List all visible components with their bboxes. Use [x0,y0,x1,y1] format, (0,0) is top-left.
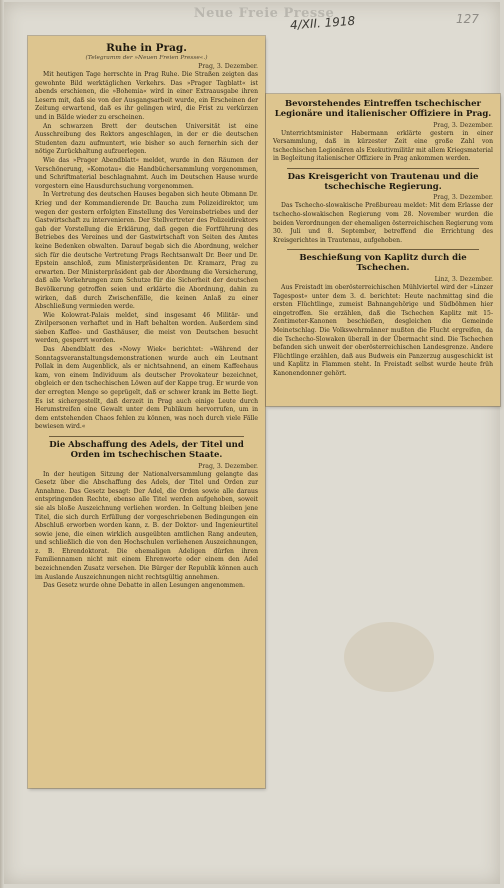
article-paragraph: In Vertretung des deutschen Hauses begaben sich heute Obmann Dr. Krieg und der Kommandierende Dr. Baucha zum Polizeidirektor, um wegen der gestern erfolgten Einstellung des Vereinsbetriebes und der Gastwirtschaft zu intervenieren. Der Stellvertreter des Polizeidirektors gab der Vorstellung die Erklärung, daß gegen die Fortführung des Betriebes des Vereines und der Gastwirtschaft von Seiten des Amtes keine Bedenken obwalten. Darauf begab sich die Abordnung, welcher sich für die deutsche Vertretung Prags Rechtsanwalt Dr. Beer und Dr. Epstein anschloß, zum Ministerpräsidenten Dr. Kramarz, Prag zu erwarten. Der Ministerpräsident gab der Abordnung die Versicherung, daß alle Vorkehrungen zum Schutze für die Sicherheit der deutschen Bevölkerung getroffen seien und erklärte die Abordnung, dahin zu wirken, daß durch Zwischenfälle, die keinen Anlaß zu einer Abschließung vermieden werde. [35,191,258,311]
article-paragraph: Das Gesetz wurde ohne Debatte in allen Lesungen angenommen. [43,582,245,590]
article-paragraph: Das Tschecho-slowakische Preßbureau meldet: Mit dem Erlasse der tschecho-slowakischen Regierung vom 28. November wurden die beiden Verordnungen der ehemaligen österreichischen Regierung vom 30. Juli und 8. September, betreffend die Errichtung des Kreisgerichtes in Trautenau, aufgehoben. [273,202,493,244]
clipping-left [28,36,265,788]
article-ruhe-in-prag [35,42,258,591]
article-dateline: Prag, 3. Dezember. [198,462,258,470]
article-paragraph: An schwarzen Brett der deutschen Universität ist eine Ausschreibung des Rektors angeschlagen, in der er die deutschen Studenten dazu aufmuntert, wie bisher so auch fernerhin sich der nötige Zurückhaltung aufzuerlegen. [35,122,258,156]
article-divider [49,436,244,437]
article-subtitle: (Telegramm der »Neuen Freien Presse«.) [85,55,208,62]
article-divider [287,168,479,169]
article-dateline: Prag, 3. Dezember. [433,121,493,129]
article-title: Das Kreisgericht von Trautenau und die tschechische Regierung. [287,171,479,192]
article-legionaere [273,100,493,378]
article-paragraph: Aus Freistadt im oberösterreichischen Mühlviertel wird der »Linzer Tagespost« unter dem 3. d. berichtet: Heute nachmittag sind die ersten Flüchtlinge, zumeist Bahnangehörige und Südböhmen hier eingetroffen. Sie erzählen, daß die Tschechen Kaplitz mit 15-Zentimeter-Kanonen beschießen, desgleichen die Gemeinde Meinetschlag. Die Volkswehrmänner mußten die Flucht ergreifen, da die Tschecho-Slowaken überall in der Übermacht sind. Die Tschechen befanden sich unweit der oberösterreichischen Landesgrenze. Andere Flüchtlinge erzählen, daß aus Budweis ein Panzerzug ausgeschickt ist und Kaplitz in Flammen steht. In Freistadt selbst wurde heute früh Kanonendonner gehört. [273,283,493,377]
article-dateline: Linz, 3. Dezember. [434,275,493,283]
paper-stain [344,622,434,692]
newspaper-masthead: Neue Freie Presse [193,6,335,21]
article-title: Die Abschaffung des Adels, der Titel und Orden im tschechischen Staate. [49,440,244,460]
article-title: Ruhe in Prag. [106,42,187,54]
article-paragraph: Wie das »Prager Abendblatt« meldet, wurde in den Räumen der Verschönerung, »Komotau« die Handbüchersammlung vorgenommen, und Schriftmaterial beschlagnahmt. Auch im Deutschen Hause wurde vorgestern eine Hausdurchsuchung vorgenommen. [35,157,258,190]
article-paragraph: Mit heutigen Tage herrschte in Prag Ruhe. Die Straßen zeigten das gewohnte Bild werktäglichen Verkehrs. Das »Prager Tagblatt« ist abends erschienen, die »Bohemia« wird in einer Extraausgabe ihren Lesern mit, daß sie von der Ausgangsarbeit wurde, ein Erscheinen der Zeitung erwartend, daß es ihr gelingen wird, die Frist zu verkürzen und in Bälde wieder zu erscheinen. [35,71,258,122]
article-divider [287,249,479,250]
article-paragraph: Das Abendblatt des »Nowy Wiek« berichtet: »Während der Sonntagsveranstaltungsdemonstrationen wurde auch ein Leutnant Pollak in dem Augenblick, als er nichtsahnend, an einem Kaffeehaus kam, von einem Individuum als deutscher Provokateur bezeichnet, obgleich er den tschechischen Löwen auf der Kappe trug. Er wurde von der erregten Menge so geprügelt, daß er schwer krank im Bette liegt. Es ist sichergestellt, daß derzeit in Prag auch einige Leute durch Herumstreifen eine Gewalt unter dem Publikum hervorrufen, um in dem entstehenden Chaos fehlen zu können, was noch durch viele Fälle bewiesen wird.« [35,346,258,431]
clipping-right [266,94,500,406]
article-dateline: Prag, 3. Dezember. [198,63,258,71]
article-title: Bevorstehendes Eintreffen tschechischer Legionäre und italienischer Offiziere in Prag. [274,99,492,119]
article-dateline: Prag, 3. Dezember. [433,194,493,202]
archive-number: 127 [456,12,479,26]
article-paragraph: In der heutigen Sitzung der Nationalversammlung gelangte das Gesetz über die Abschaffung des Adels, der Titel und Orden zur Annahme. Das Gesetz besagt: Der Adel, die Orden sowie alle daraus entspringenden Rechte, ebenso alle Titel werden aufgehoben, soweit sie als bloße Auszeichnung verliehen worden. In Geltung bleiben jene Titel, die sich durch Erfüllung der vorgeschriebenen Bedingungen ein Abschluß erworben worden kann, z. B. der Doktor- und Ingenieurtitel sowie jene, die einen wirklich ausgeübten amtlichen Rang andeuten, und schließlich die von den Hochschulen verliehenen Auszeichnungen, z. B. Ehrendoktorat. Die ehemaligen Adeligen dürfen ihren Familiennamen nicht mit einem Ehrenworte oder einem den Adel bezeichnenden Zusatz versehen. Die Bürger der Republik können auch im Auslande Auszeichnungen nicht rechtsgültig annehmen. [35,470,258,581]
article-paragraph: Wie Kolowrat-Palais meldet, sind insgesamt 46 Militär- und Zivilpersonen verhaftet und in Haft behalten worden. Außerdem sind sieben Kaffee- und Gasthäuser, die meist von Deutschen besucht werden, gesperrt worden. [35,311,258,345]
article-paragraph: Unterrichtsminister Habermann erklärte gestern in einer Versammlung, daß in kürzester Zeit eine große Zahl von tschechischen Legionären als Exekutivmilitär mit allem Kriegsmaterial in Begleitung italienischer Offiziere in Prag ankommen werden. [273,129,493,163]
article-title: Beschießung von Kaplitz durch die Tschechen. [299,253,467,274]
handwritten-date: 4/XII. 1918 [289,13,356,33]
